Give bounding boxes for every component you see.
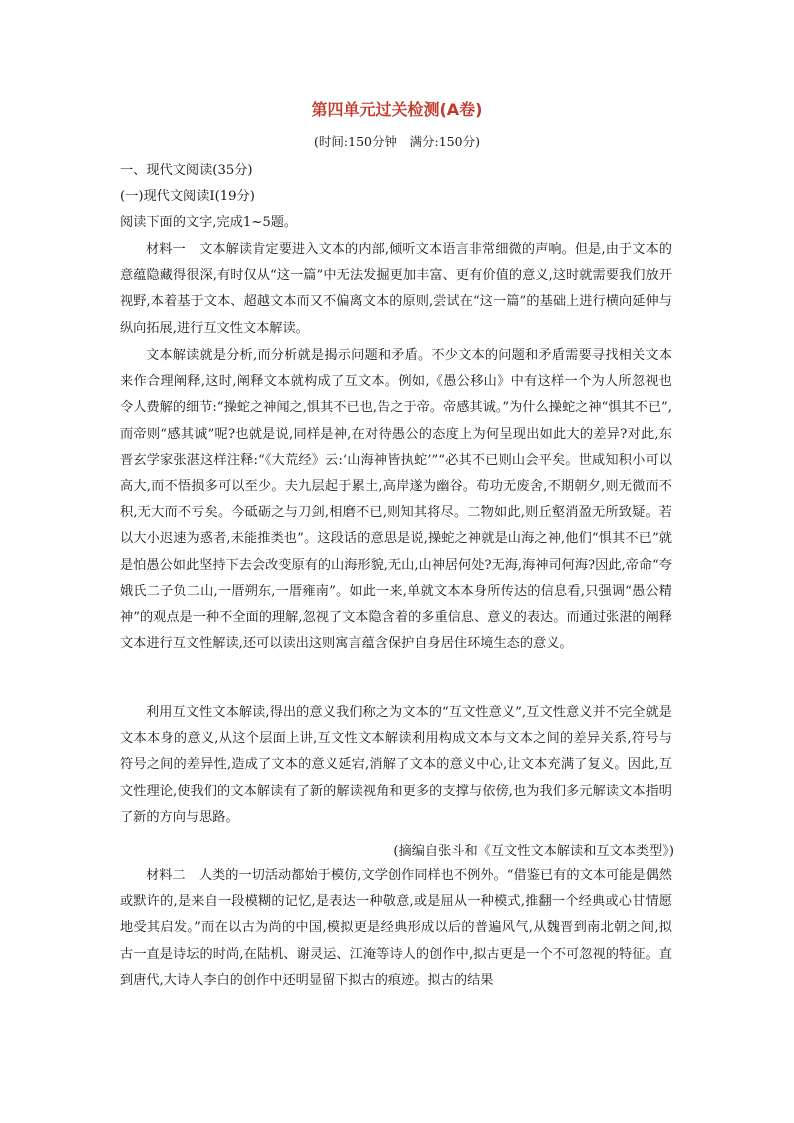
paragraph-material-two: 材料二 人类的一切活动都始于模仿,文学创作同样也不例外。“借鉴已有的文本可能是偶然或默许的,是来自一段模糊的记忆,是表达一种敬意,或是屈从一种模式,推翻一个经典或心甘情愿地受其启发。”而在以古为尚的中国,模拟更是经典形成以后的普遍风气,从魏晋到南北朝之间,拟古一直是诗坛的时尚,在陆机、谢灵运、江淹等诗人的创作中,拟古更是一个不可忽视的特征。直到唐代,大诗人李白的创作中还明显留下拟古的痕迹。拟古的结果: [120, 868, 672, 988]
section-heading: 一、现代文阅读(35分): [120, 163, 253, 178]
exam-info: (时间:150分钟 满分:150分): [314, 134, 480, 149]
subsection-heading: (一)现代文阅读Ⅰ(19分): [120, 189, 255, 204]
page-title: 第四单元过关检测(A卷): [311, 100, 483, 119]
instruction-text: 阅读下面的文字,完成1~5题。: [120, 215, 298, 230]
paragraph-intertextual-meaning: 利用互文性文本解读,得出的意义我们称之为文本的“互文性意义”,互文性意义并不完全就是文本本身的意义,从这个层面上讲,互文性文本解读利用构成文本与文本之间的差异关系,符号与符号之间的差异性,造成了文本的意义延宕,消解了文本的意义中心,让文本充满了复义。因此,互文性理论,使我们的文本解读有了新的解读视角和更多的支撑与依傍,也为我们多元解读文本指明了新的方向与思路。: [120, 705, 672, 825]
source-citation: (摘编自张斗和《互文性文本解读和互文本类型》): [393, 844, 674, 859]
paragraph-analysis: 文本解读就是分析,而分析就是揭示问题和矛盾。不少文本的问题和矛盾需要寻找相关文本来作合理阐释,这时,阐释文本就构成了互文本。例如,《愚公移山》中有这样一个为人所忽视也令人费解的细节:“操蛇之神闻之,惧其不已也,告之于帝。帝感其诚。”为什么操蛇之神“惧其不已”,而帝则“感其诚”呢?也就是说,同样是神,在对待愚公的态度上为何呈现出如此大的差异?对此,东晋玄学家张湛这样注释:“《大荒经》云:‘山海神皆执蛇’”“必其不已则山会平矣。世咸知积小可以高大,而不悟损多可以至少。夫九层起于累土,高岸遂为幽谷。苟功无废舍,不期朝夕,则无微而不积,无大而不亏矣。今砥砺之与刀剑,相磨不已,则知其将尽。二物如此,则丘壑消盈无所致疑。若以大小迟速为惑者,未能推类也”。这段话的意思是说,操蛇之神就是山海之神,他们“惧其不已”就是怕愚公如此坚持下去会改变原有的山海形貌,无山,山神居何处?无海,海神司何海?因此,帝命“夸娥氏二子负二山,一厝朔东,一厝雍南”。如此一来,单就文本本身所传达的信息看,只强调“愚公精神”的观点是一种不全面的理解,忽视了文本隐含着的多重信息、意义的表达。而通过张湛的阐释文本进行互文性解读,还可以读出这则寓言蕴含保护自身居住环境生态的意义。: [120, 348, 672, 652]
paragraph-material-one: 材料一 文本解读肯定要进入文本的内部,倾听文本语言非常细微的声响。但是,由于文本的意蕴隐藏得很深,有时仅从“这一篇”中无法发掘更加丰富、更有价值的意义,这时就需要我们放开视野,本着基于文本、超越文本而又不偏离文本的原则,尝试在“这一篇”的基础上进行横向延伸与纵向拓展,进行互文性文本解读。: [120, 242, 672, 336]
